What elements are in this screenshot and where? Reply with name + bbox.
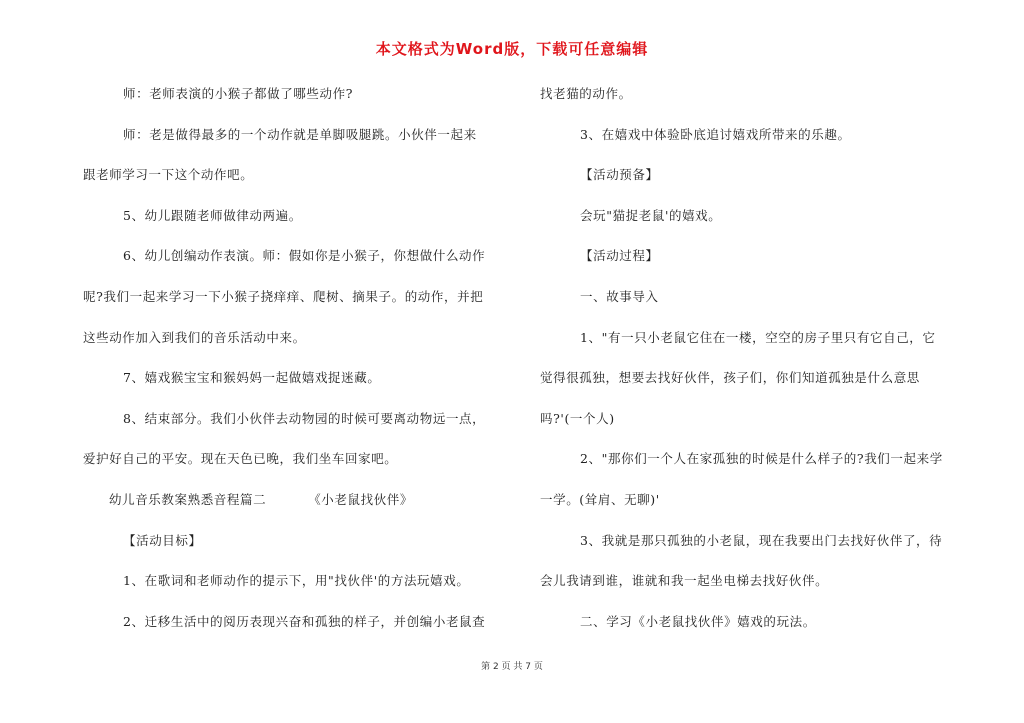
paragraph-line: 7、嬉戏猴宝宝和猴妈妈一起做嬉戏捉迷藏。 bbox=[123, 370, 381, 386]
section-title-sub: 《小老鼠找伙伴》 bbox=[308, 491, 414, 507]
paragraph-line: 师：老是做得最多的一个动作就是单脚吸腿跳。小伙伴一起来 bbox=[123, 126, 477, 142]
right-column bbox=[540, 80, 960, 648]
left-column bbox=[83, 80, 513, 648]
paragraph-line: 觉得很孤独，想要去找好伙伴，孩子们，你们知道孤独是什么意思 bbox=[540, 370, 920, 386]
heading-activity-goals: 【活动目标】 bbox=[123, 532, 202, 548]
paragraph-line: 2、迁移生活中的阅历表现兴奋和孤独的样子，并创编小老鼠查 bbox=[123, 613, 486, 629]
paragraph-line: 1、"有一只小老鼠它住在一楼，空空的房子里只有它自己，它 bbox=[580, 329, 936, 345]
paragraph-line: 5、幼儿跟随老师做律动两遍。 bbox=[123, 207, 302, 223]
section-title-main: 幼儿音乐教案熟悉音程篇二 bbox=[109, 491, 267, 507]
paragraph-line: 3、我就是那只孤独的小老鼠，现在我要出门去找好伙伴了，待 bbox=[580, 532, 943, 548]
paragraph-line: 8、结束部分。我们小伙伴去动物园的时候可要离动物远一点， bbox=[123, 410, 486, 426]
paragraph-line: 二、学习《小老鼠找伙伴》嬉戏的玩法。 bbox=[580, 613, 816, 629]
document-header-title: 本文格式为Word版，下载可任意编辑 bbox=[375, 40, 649, 58]
paragraph-line: 1、在歌词和老师动作的提示下，用"找伙伴'的方法玩嬉戏。 bbox=[123, 573, 470, 589]
paragraph-line: 吗?'(一个人) bbox=[540, 410, 615, 426]
paragraph-line: 6、幼儿创编动作表演。师：假如你是小猴子，你想做什么动作 bbox=[123, 248, 486, 264]
paragraph-line: 3、在嬉戏中体验卧底追讨嬉戏所带来的乐趣。 bbox=[580, 126, 851, 142]
paragraph-line: 跟老师学习一下这个动作吧。 bbox=[83, 167, 254, 183]
page-number-footer: 第 2 页 共 7 页 bbox=[481, 662, 543, 672]
paragraph-line: 师：老师表演的小猴子都做了哪些动作? bbox=[123, 86, 354, 101]
paragraph-line: 一学。(耸肩、无聊)' bbox=[540, 491, 660, 507]
section-title bbox=[83, 486, 513, 527]
paragraph-line: 会玩"猫捉老鼠'的嬉戏。 bbox=[580, 207, 722, 223]
paragraph-line: 2、"那你们一个人在家孤独的时候是什么样子的?我们一起来学 bbox=[580, 451, 943, 467]
heading-activity-prep: 【活动预备】 bbox=[580, 167, 659, 183]
paragraph-line: 爱护好自己的平安。现在天色已晚，我们坐车回家吧。 bbox=[83, 451, 398, 467]
paragraph-line: 这些动作加入到我们的音乐活动中来。 bbox=[83, 329, 306, 345]
heading-activity-process: 【活动过程】 bbox=[580, 248, 659, 264]
paragraph-line: 找老猫的动作。 bbox=[540, 86, 632, 101]
paragraph-line: 呢?我们一起来学习一下小猴子挠痒痒、爬树、摘果子。的动作，并把 bbox=[83, 288, 484, 304]
paragraph-line: 一、故事导入 bbox=[580, 288, 659, 304]
paragraph-line: 会儿我请到谁，谁就和我一起坐电梯去找好伙伴。 bbox=[540, 573, 829, 589]
